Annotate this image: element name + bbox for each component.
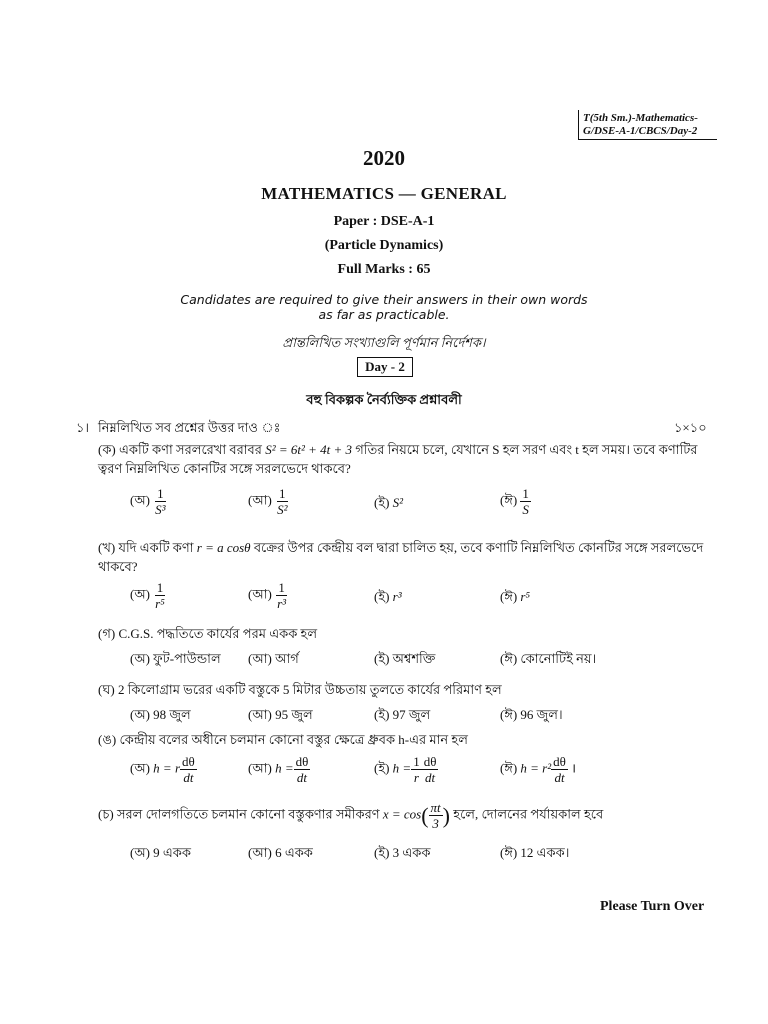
option-c bbox=[374, 754, 438, 785]
option-label: (ঈ) bbox=[500, 492, 518, 508]
numerator: 1 bbox=[413, 754, 420, 769]
option-a: (অ) 9 একক bbox=[130, 845, 191, 860]
option-c bbox=[374, 588, 402, 609]
option-value: S² bbox=[392, 495, 404, 510]
option-d: (ঈ) 12 একক। bbox=[500, 845, 570, 860]
numerator: dθ bbox=[553, 754, 566, 769]
option-c bbox=[374, 494, 403, 515]
subq-text: থাকবে? bbox=[98, 559, 138, 574]
subq-label: (ক) bbox=[98, 442, 116, 457]
formula-lhs: x = cos bbox=[382, 806, 422, 822]
fraction bbox=[551, 754, 568, 785]
instructions-english bbox=[0, 292, 768, 322]
subq-text: সরল দোলগতিতে চলমান কোনো বস্তুকণার সমীকরণ bbox=[116, 806, 380, 822]
paren-open: ( bbox=[421, 803, 429, 828]
option-a bbox=[130, 754, 197, 785]
numerator: dθ bbox=[295, 754, 309, 769]
full-marks: Full Marks : 65 bbox=[337, 262, 431, 277]
denominator: dt bbox=[183, 770, 194, 785]
section-title: বহু বিকল্পক নৈর্ব্যক্তিক প্রশ্নাবলী bbox=[306, 392, 462, 407]
option-b: (আ) 6 একক bbox=[248, 845, 313, 860]
please-turn-over: Please Turn Over bbox=[600, 899, 705, 914]
denominator: r³ bbox=[277, 596, 287, 611]
denominator: S³ bbox=[155, 502, 166, 517]
option-d bbox=[500, 754, 576, 785]
option-a: (অ) 98 জুল bbox=[130, 707, 191, 722]
numerator: 1 bbox=[522, 486, 529, 501]
subquestion-kha bbox=[98, 538, 718, 576]
fraction bbox=[429, 800, 443, 831]
paren-close: ) bbox=[442, 803, 450, 828]
option-d: (ঈ) কোনোটিই নয়। bbox=[500, 651, 597, 666]
subq-text: বক্রের উপর কেন্দ্রীয় বল দ্বারা চালিত হয়, তবে কণাটি নিম্নলিখিত কোনটির সঙ্গে সরলভেদে bbox=[253, 540, 704, 555]
question-number: ১। bbox=[76, 420, 90, 435]
option-label: (অ) bbox=[130, 586, 150, 602]
numerator: πt bbox=[430, 800, 441, 815]
numerator: 1 bbox=[279, 486, 286, 501]
option-b bbox=[248, 486, 289, 517]
subject-title: MATHEMATICS — GENERAL bbox=[261, 184, 507, 203]
equation: S² = 6t² + 4t + 3 bbox=[265, 442, 353, 457]
question-marks: ১×১০ bbox=[674, 420, 707, 435]
subq-text: ত্বরণ নিম্নলিখিত কোনটির সঙ্গে সরলভেদে থাকবে? bbox=[98, 461, 351, 476]
subq-text: হলে, দোলনের পর্যায়কাল হবে bbox=[453, 806, 604, 822]
formula-lhs: h = bbox=[392, 760, 412, 776]
paper-code-line-2: G/DSE-A-1/CBCS/Day-2 bbox=[583, 125, 698, 137]
exam-year: 2020 bbox=[363, 146, 405, 170]
subq-text: গতির নিয়মে চলে, যেখানে S হল সরণ এবং t হল সময়। তবে কণাটির bbox=[355, 442, 698, 457]
numerator: 1 bbox=[278, 580, 285, 595]
option-b bbox=[248, 580, 288, 611]
denominator: S² bbox=[277, 502, 288, 517]
instruction-line-1: Candidates are required to give their answers in their own words bbox=[180, 292, 588, 307]
option-label: (ঈ) bbox=[500, 760, 518, 776]
fraction bbox=[411, 754, 422, 785]
option-label: (ঈ) bbox=[500, 589, 518, 604]
option-label: (ই) bbox=[374, 589, 390, 604]
option-a bbox=[130, 580, 167, 611]
subq-text: 2 কিলোগ্রাম ভরের একটি বস্তুকে 5 মিটার উচ্চতায় তুলতে কার্যের পরিমাণ হল bbox=[117, 682, 502, 697]
option-label: (ই) bbox=[374, 760, 390, 776]
denominator: r bbox=[413, 770, 419, 785]
subquestion-umo bbox=[98, 730, 468, 749]
fraction bbox=[180, 754, 197, 785]
numerator: dθ bbox=[182, 754, 195, 769]
fraction bbox=[153, 580, 167, 611]
option-label: (অ) bbox=[130, 492, 150, 508]
subq-text: কেন্দ্রীয় বলের অধীনে চলমান কোনো বস্তুর ক্ষেত্রে ধ্রুবক h-এর মান হল bbox=[119, 732, 468, 747]
option-value: r³ bbox=[392, 589, 402, 604]
paper-name: Paper : DSE-A-1 bbox=[333, 214, 435, 229]
option-label: (ই) bbox=[374, 495, 390, 510]
formula-lhs: h = r² bbox=[520, 760, 552, 776]
subq-text: C.G.S. পদ্ধতিতে কার্যের পরম একক হল bbox=[118, 626, 318, 641]
subquestion-ga bbox=[98, 624, 317, 643]
denominator: r⁵ bbox=[155, 596, 165, 611]
numerator: 1 bbox=[156, 580, 164, 595]
fraction bbox=[294, 754, 311, 785]
option-label: (আ) bbox=[248, 492, 272, 508]
fraction bbox=[275, 580, 288, 611]
subq-label: (গ) bbox=[98, 626, 116, 641]
option-a bbox=[130, 486, 168, 517]
option-value: r⁵ bbox=[520, 589, 530, 604]
instructions-bengali: প্রান্তলিখিত সংখ্যাগুলি পূর্ণমান নির্দেশক। bbox=[282, 335, 486, 350]
numerator: 1 bbox=[157, 486, 164, 501]
option-end-mark: । bbox=[571, 760, 577, 776]
option-c: (ই) 97 জুল bbox=[374, 707, 431, 722]
numerator: dθ bbox=[423, 754, 437, 769]
fraction bbox=[153, 486, 167, 517]
option-label: (আ) bbox=[248, 760, 272, 776]
subquestion-cha bbox=[98, 800, 603, 831]
day-badge: Day - 2 bbox=[357, 357, 413, 377]
formula-lhs: h = r bbox=[153, 760, 181, 776]
subq-text: যদি একটি কণা bbox=[118, 540, 194, 555]
denominator: S bbox=[522, 502, 529, 517]
denominator: dt bbox=[554, 770, 565, 785]
subq-label: (ঙ) bbox=[98, 732, 117, 747]
subq-text: একটি কণা সরলরেখা বরাবর bbox=[119, 442, 262, 457]
option-label: (আ) bbox=[248, 586, 272, 602]
paper-code-box bbox=[578, 110, 717, 140]
denominator: dt bbox=[425, 770, 436, 785]
formula-lhs: h = bbox=[275, 760, 294, 776]
option-label: (অ) bbox=[130, 760, 150, 776]
instruction-line-2: as far as practicable. bbox=[318, 307, 450, 322]
paper-code-line-1: T(5th Sm.)-Mathematics- bbox=[583, 112, 698, 124]
subquestion-gha bbox=[98, 680, 502, 699]
equation: r = a cosθ bbox=[196, 540, 251, 555]
subq-label: (চ) bbox=[98, 806, 114, 822]
fraction bbox=[422, 754, 439, 785]
subquestion-ka bbox=[98, 440, 718, 478]
question-text: নিম্নলিখিত সব প্রশ্নের উত্তর দাও ঃ bbox=[98, 420, 281, 435]
option-b bbox=[248, 754, 310, 785]
option-c: (ই) 3 একক bbox=[374, 845, 431, 860]
denominator: dt bbox=[296, 770, 308, 785]
option-d: (ঈ) 96 জুল। bbox=[500, 707, 563, 722]
fraction bbox=[275, 486, 289, 517]
denominator: 3 bbox=[432, 816, 439, 831]
subq-label: (খ) bbox=[98, 540, 116, 555]
option-a: (অ) ফুট-পাউন্ডাল bbox=[130, 651, 221, 666]
option-d bbox=[500, 486, 531, 517]
paper-topic: (Particle Dynamics) bbox=[324, 238, 444, 253]
option-b: (আ) 95 জুল bbox=[248, 707, 313, 722]
option-d bbox=[500, 588, 530, 609]
fraction bbox=[520, 486, 531, 517]
subq-label: (ঘ) bbox=[98, 682, 115, 697]
option-b: (আ) আর্গ bbox=[248, 651, 299, 666]
option-c: (ই) অশ্বশক্তি bbox=[374, 651, 436, 666]
